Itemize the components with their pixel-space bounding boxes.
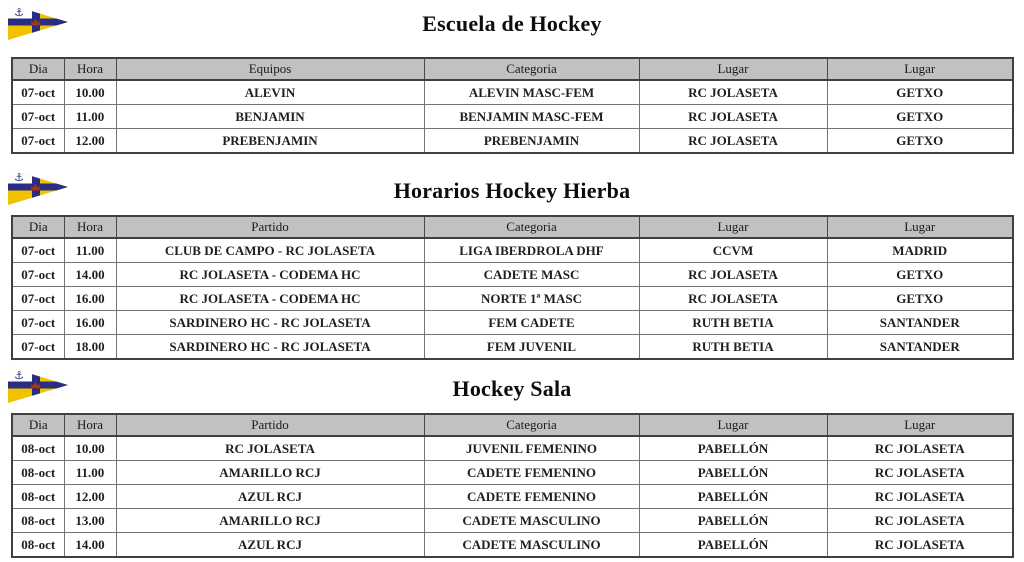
- table-cell: 08-oct: [12, 436, 64, 461]
- table-cell: FEM JUVENIL: [424, 335, 639, 360]
- table-cell: AMARILLO RCJ: [116, 509, 424, 533]
- table-cell: 10.00: [64, 436, 116, 461]
- schedule-table-escuela: [11, 57, 1014, 154]
- table-cell: RC JOLASETA: [827, 509, 1013, 533]
- column-header: Lugar: [827, 216, 1013, 238]
- table-cell: 08-oct: [12, 485, 64, 509]
- table-cell: 13.00: [64, 509, 116, 533]
- table-cell: CADETE MASCULINO: [424, 533, 639, 558]
- table-row: [12, 287, 1013, 311]
- table-cell: AZUL RCJ: [116, 485, 424, 509]
- column-header: Lugar: [827, 58, 1013, 80]
- table-row: [12, 238, 1013, 263]
- table-row: [12, 311, 1013, 335]
- table-cell: SARDINERO HC - RC JOLASETA: [116, 335, 424, 360]
- column-header: Categoria: [424, 216, 639, 238]
- table-cell: GETXO: [827, 287, 1013, 311]
- table-row: [12, 533, 1013, 558]
- table-cell: 16.00: [64, 287, 116, 311]
- table-row: [12, 263, 1013, 287]
- table-cell: RC JOLASETA: [827, 461, 1013, 485]
- column-header: Lugar: [827, 414, 1013, 436]
- table-cell: RC JOLASETA: [639, 263, 827, 287]
- table-cell: 12.00: [64, 129, 116, 154]
- table-row: [12, 509, 1013, 533]
- column-header: Lugar: [639, 58, 827, 80]
- schedule-table-sala: [11, 413, 1014, 558]
- table-cell: 07-oct: [12, 335, 64, 360]
- table-cell: SANTANDER: [827, 335, 1013, 360]
- table-cell: RC JOLASETA - CODEMA HC: [116, 263, 424, 287]
- section-title-escuela: Escuela de Hockey: [422, 11, 602, 36]
- table-cell: PABELLÓN: [639, 461, 827, 485]
- column-header: Hora: [64, 58, 116, 80]
- table-cell: 08-oct: [12, 533, 64, 558]
- table-cell: ALEVIN: [116, 80, 424, 105]
- column-header: Partido: [116, 414, 424, 436]
- table-cell: AZUL RCJ: [116, 533, 424, 558]
- table-header-row: [12, 414, 1013, 436]
- schedule-table-hierba: [11, 215, 1014, 360]
- table-cell: RUTH BETIA: [639, 335, 827, 360]
- table-cell: RC JOLASETA: [827, 533, 1013, 558]
- table-cell: 07-oct: [12, 311, 64, 335]
- table-cell: RC JOLASETA: [639, 80, 827, 105]
- table-cell: SANTANDER: [827, 311, 1013, 335]
- table-cell: GETXO: [827, 129, 1013, 154]
- column-header: Partido: [116, 216, 424, 238]
- table-cell: BENJAMIN MASC-FEM: [424, 105, 639, 129]
- table-row: [12, 105, 1013, 129]
- table-cell: RC JOLASETA: [639, 129, 827, 154]
- table-cell: AMARILLO RCJ: [116, 461, 424, 485]
- table-cell: 07-oct: [12, 80, 64, 105]
- column-header: Equipos: [116, 58, 424, 80]
- table-cell: CADETE FEMENINO: [424, 461, 639, 485]
- table-cell: 14.00: [64, 533, 116, 558]
- table-cell: PABELLÓN: [639, 509, 827, 533]
- table-cell: 11.00: [64, 105, 116, 129]
- table-cell: FEM CADETE: [424, 311, 639, 335]
- table-row: [12, 129, 1013, 154]
- table-cell: MADRID: [827, 238, 1013, 263]
- table-cell: PABELLÓN: [639, 533, 827, 558]
- table-cell: LIGA IBERDROLA DHF: [424, 238, 639, 263]
- column-header: Dia: [12, 414, 64, 436]
- table-cell: RC JOLASETA: [827, 485, 1013, 509]
- table-cell: RUTH BETIA: [639, 311, 827, 335]
- table-cell: 14.00: [64, 263, 116, 287]
- table-cell: SARDINERO HC - RC JOLASETA: [116, 311, 424, 335]
- column-header: Dia: [12, 216, 64, 238]
- table-cell: RC JOLASETA - CODEMA HC: [116, 287, 424, 311]
- column-header: Dia: [12, 58, 64, 80]
- table-row: [12, 80, 1013, 105]
- table-cell: CLUB DE CAMPO - RC JOLASETA: [116, 238, 424, 263]
- table-cell: NORTE 1ª MASC: [424, 287, 639, 311]
- table-header-row: [12, 58, 1013, 80]
- table-cell: 07-oct: [12, 263, 64, 287]
- table-cell: PREBENJAMIN: [424, 129, 639, 154]
- table-cell: BENJAMIN: [116, 105, 424, 129]
- table-cell: 08-oct: [12, 509, 64, 533]
- column-header: Lugar: [639, 216, 827, 238]
- table-row: [12, 485, 1013, 509]
- table-header-row: [12, 216, 1013, 238]
- column-header: Categoria: [424, 58, 639, 80]
- table-cell: PABELLÓN: [639, 485, 827, 509]
- table-cell: CADETE FEMENINO: [424, 485, 639, 509]
- table-cell: 07-oct: [12, 129, 64, 154]
- table-cell: 12.00: [64, 485, 116, 509]
- table-cell: RC JOLASETA: [116, 436, 424, 461]
- table-cell: PREBENJAMIN: [116, 129, 424, 154]
- table-cell: 07-oct: [12, 287, 64, 311]
- table-cell: GETXO: [827, 105, 1013, 129]
- table-cell: 07-oct: [12, 238, 64, 263]
- table-cell: CADETE MASCULINO: [424, 509, 639, 533]
- table-cell: PABELLÓN: [639, 436, 827, 461]
- table-cell: GETXO: [827, 80, 1013, 105]
- table-cell: RC JOLASETA: [639, 287, 827, 311]
- table-cell: 11.00: [64, 238, 116, 263]
- table-cell: 10.00: [64, 80, 116, 105]
- table-cell: JUVENIL FEMENINO: [424, 436, 639, 461]
- section-title-sala: Hockey Sala: [452, 376, 572, 401]
- table-cell: 18.00: [64, 335, 116, 360]
- table-cell: 08-oct: [12, 461, 64, 485]
- table-cell: RC JOLASETA: [827, 436, 1013, 461]
- column-header: Categoria: [424, 414, 639, 436]
- table-cell: 16.00: [64, 311, 116, 335]
- table-cell: RC JOLASETA: [639, 105, 827, 129]
- table-cell: CADETE MASC: [424, 263, 639, 287]
- section-title-hierba: Horarios Hockey Hierba: [393, 178, 631, 203]
- table-cell: ALEVIN MASC-FEM: [424, 80, 639, 105]
- table-cell: GETXO: [827, 263, 1013, 287]
- table-row: [12, 461, 1013, 485]
- table-cell: 07-oct: [12, 105, 64, 129]
- column-header: Hora: [64, 414, 116, 436]
- column-header: Lugar: [639, 414, 827, 436]
- table-row: [12, 436, 1013, 461]
- table-row: [12, 335, 1013, 360]
- table-cell: 11.00: [64, 461, 116, 485]
- table-cell: CCVM: [639, 238, 827, 263]
- column-header: Hora: [64, 216, 116, 238]
